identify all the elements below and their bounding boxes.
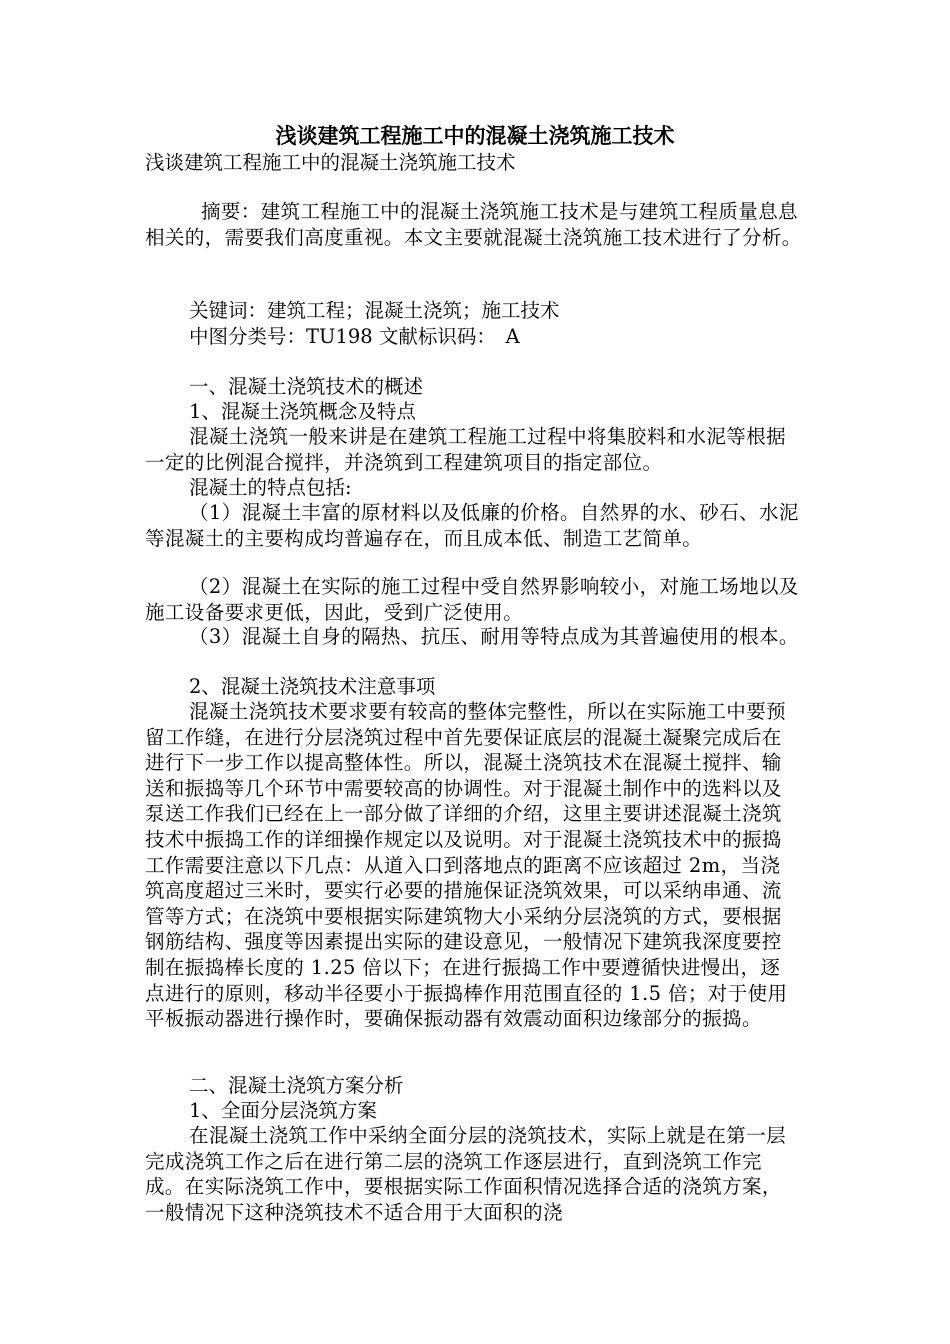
feature-item-2: （2）混凝土在实际的施工过程中受自然界影响较小，对施工场地以及施工设备要求更低，因此，受到广泛使用。 bbox=[145, 575, 799, 624]
notes-paragraph: 混凝土浇筑技术要求要有较高的整体完整性，所以在实际施工中要预留工作缝，在进行分层浇筑过程中首先要保证底层的混凝土凝聚完成后在进行下一步工作以提高整体性。所以，混凝土浇筑技术在混凝土搅拌、输送和振捣等几个环节中需要较高的协调性。对于混凝土制作中的选料以及泵送工作我们已经在上一部分做了详细的介绍，这里主要讲述混凝土浇筑技术中振捣工作的详细操作规定以及说明。对于混凝土浇筑技术中的振捣工作需要注意以下几点：从道入口到落地点的距离不应该超过 2m，当浇筑高度超过三米时，要实行必要的措施保证浇筑效果，可以采纳串通、流管等方式；在浇筑中要根据实际建筑物大小采纳分层浇筑的方式，要根据钢筋结构、强度等因素提出实际的建设意见，一般情况下建筑我深度要控制在振捣棒长度的 1.25 倍以下；在进行振捣工作中要遵循快进慢出，逐点进行的原则，移动半径要小于振捣棒作用范围直径的 1.5 倍；对于使用平板振动器进行操作时，要确保振动器有效震动面积边缘部分的振捣。 bbox=[145, 700, 788, 1031]
section-heading: 一、混凝土浇筑技术的概述 bbox=[189, 375, 424, 398]
subsection-heading: 2、混凝土浇筑技术注意事项 bbox=[189, 675, 436, 698]
section-heading: 二、混凝土浇筑方案分析 bbox=[189, 1074, 404, 1097]
subsection-heading: 1、混凝土浇筑概念及特点 bbox=[189, 400, 416, 423]
classification-line: 中图分类号：TU198 文献标识码： A bbox=[189, 325, 520, 348]
feature-item-1: （1）混凝土丰富的原材料以及低廉的价格。自然界的水、砂石、水泥等混凝土的主要构成均普遍存在，而且成本低、制造工艺简单。 bbox=[145, 501, 799, 550]
layered-paragraph: 在混凝土浇筑工作中采纳全面分层的浇筑技术，实际上就是在第一层完成浇筑工作之后在进行第二层的浇筑工作逐层进行，直到浇筑工作完成。在实际浇筑工作中，要根据实际工作面积情况选择合适的浇筑方案，一般情况下这种浇筑技术不适合用于大面积的浇 bbox=[145, 1124, 787, 1224]
feature-item-3: （3）混凝土自身的隔热、抗压、耐用等特点成为其普遍使用的根本。 bbox=[189, 625, 799, 648]
document-title: 浅谈建筑工程施工中的混凝土浇筑施工技术 bbox=[275, 123, 675, 148]
concept-paragraph: 混凝土浇筑一般来讲是在建筑工程施工过程中将集胶料和水泥等根据一定的比例混合搅拌，并浇筑到工程建筑项目的指定部位。 bbox=[145, 425, 787, 474]
keywords-line: 关键词：建筑工程；混凝土浇筑；施工技术 bbox=[189, 299, 560, 322]
document-subtitle: 浅谈建筑工程施工中的混凝土浇筑施工技术 bbox=[145, 151, 516, 174]
subsection-heading: 1、全面分层浇筑方案 bbox=[189, 1099, 377, 1122]
abstract-paragraph: 摘要：建筑工程施工中的混凝土浇筑施工技术是与建筑工程质量息息相关的，需要我们高度重视。本文主要就混凝土浇筑施工技术进行了分析。 bbox=[145, 200, 802, 249]
features-intro: 混凝土的特点包括: bbox=[189, 476, 352, 499]
